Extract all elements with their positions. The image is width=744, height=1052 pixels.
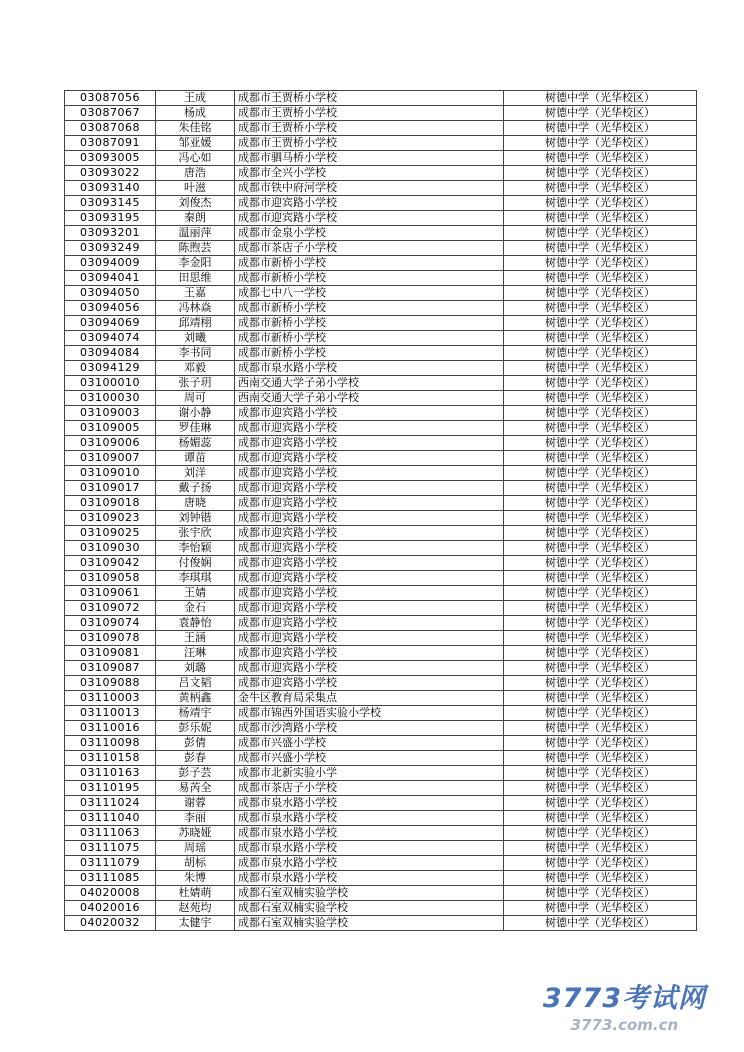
- cell-name: 王嘉: [156, 286, 235, 301]
- table-row: [65, 346, 697, 361]
- cell-id: 04020008: [65, 886, 156, 901]
- cell-name: 刘曦: [156, 331, 235, 346]
- table-row: [65, 526, 697, 541]
- cell-id: 03109005: [65, 421, 156, 436]
- table-row: [65, 556, 697, 571]
- cell-destination: 树德中学（光华校区）: [504, 721, 697, 736]
- cell-school: 成都石室双楠实验学校: [235, 901, 504, 916]
- cell-name: 王涵: [156, 631, 235, 646]
- cell-destination: 树德中学（光华校区）: [504, 316, 697, 331]
- cell-school: 成都市茶店子小学校: [235, 781, 504, 796]
- cell-id: 03109007: [65, 451, 156, 466]
- cell-destination: 树德中学（光华校区）: [504, 196, 697, 211]
- cell-id: 03110003: [65, 691, 156, 706]
- cell-destination: 树德中学（光华校区）: [504, 451, 697, 466]
- cell-name: 胡标: [156, 856, 235, 871]
- cell-school: 西南交通大学子弟小学校: [235, 376, 504, 391]
- cell-school: 成都市迎宾路小学校: [235, 661, 504, 676]
- cell-name: 谢蓉: [156, 796, 235, 811]
- table-row: [65, 121, 697, 136]
- cell-id: 03094084: [65, 346, 156, 361]
- cell-name: 赵苑均: [156, 901, 235, 916]
- table-row: [65, 241, 697, 256]
- cell-school: 成都市迎宾路小学校: [235, 616, 504, 631]
- cell-destination: 树德中学（光华校区）: [504, 211, 697, 226]
- cell-id: 03094041: [65, 271, 156, 286]
- table-row: [65, 286, 697, 301]
- table-row: [65, 211, 697, 226]
- cell-destination: 树德中学（光华校区）: [504, 436, 697, 451]
- cell-destination: 树德中学（光华校区）: [504, 871, 697, 886]
- cell-id: 03109078: [65, 631, 156, 646]
- cell-name: 付俊娴: [156, 556, 235, 571]
- cell-destination: 树德中学（光华校区）: [504, 796, 697, 811]
- cell-destination: 树德中学（光华校区）: [504, 406, 697, 421]
- table-row: [65, 511, 697, 526]
- cell-id: 03087067: [65, 106, 156, 121]
- cell-id: 03093140: [65, 181, 156, 196]
- table-row: [65, 571, 697, 586]
- cell-school: 成都市铁中府河学校: [235, 181, 504, 196]
- cell-name: 黄柄鑫: [156, 691, 235, 706]
- cell-destination: 树德中学（光华校区）: [504, 616, 697, 631]
- cell-name: 刘洋: [156, 466, 235, 481]
- cell-id: 03109058: [65, 571, 156, 586]
- table-row: [65, 661, 697, 676]
- cell-name: 周可: [156, 391, 235, 406]
- cell-school: 成都市兴盛小学校: [235, 736, 504, 751]
- cell-id: 03100010: [65, 376, 156, 391]
- cell-id: 03109074: [65, 616, 156, 631]
- cell-destination: 树德中学（光华校区）: [504, 181, 697, 196]
- cell-name: 秦朗: [156, 211, 235, 226]
- cell-destination: 树德中学（光华校区）: [504, 271, 697, 286]
- cell-destination: 树德中学（光华校区）: [504, 571, 697, 586]
- cell-destination: 树德中学（光华校区）: [504, 331, 697, 346]
- table-row: [65, 901, 697, 916]
- table-row: [65, 331, 697, 346]
- table-row: [65, 781, 697, 796]
- cell-school: 成都市迎宾路小学校: [235, 211, 504, 226]
- cell-school: 成都市迎宾路小学校: [235, 541, 504, 556]
- cell-id: 03087056: [65, 91, 156, 106]
- cell-id: 03111079: [65, 856, 156, 871]
- cell-id: 03093249: [65, 241, 156, 256]
- cell-name: 谢小静: [156, 406, 235, 421]
- cell-school: 成都市金泉小学校: [235, 226, 504, 241]
- table-row: [65, 586, 697, 601]
- table-row: [65, 226, 697, 241]
- cell-name: 邹亚媛: [156, 136, 235, 151]
- cell-name: 李琪琪: [156, 571, 235, 586]
- cell-name: 张宇欣: [156, 526, 235, 541]
- cell-destination: 树德中学（光华校区）: [504, 751, 697, 766]
- cell-school: 成都石室双楠实验学校: [235, 886, 504, 901]
- cell-destination: 树德中学（光华校区）: [504, 496, 697, 511]
- table-row: [65, 616, 697, 631]
- cell-school: 成都市全兴小学校: [235, 166, 504, 181]
- table-row: [65, 721, 697, 736]
- cell-school: 成都市泉水路小学校: [235, 871, 504, 886]
- cell-destination: 树德中学（光华校区）: [504, 541, 697, 556]
- cell-id: 03094069: [65, 316, 156, 331]
- cell-id: 03111063: [65, 826, 156, 841]
- cell-id: 03111024: [65, 796, 156, 811]
- cell-id: 03109061: [65, 586, 156, 601]
- cell-id: 03093022: [65, 166, 156, 181]
- cell-name: 唐浩: [156, 166, 235, 181]
- cell-destination: 树德中学（光华校区）: [504, 826, 697, 841]
- cell-destination: 树德中学（光华校区）: [504, 361, 697, 376]
- table-row: [65, 706, 697, 721]
- table-row: [65, 826, 697, 841]
- table-row: [65, 691, 697, 706]
- cell-name: 罗佳琳: [156, 421, 235, 436]
- cell-id: 03087068: [65, 121, 156, 136]
- cell-name: 邱靖栩: [156, 316, 235, 331]
- table-row: [65, 631, 697, 646]
- cell-id: 03094050: [65, 286, 156, 301]
- cell-school: 成都市迎宾路小学校: [235, 436, 504, 451]
- cell-school: 成都市迎宾路小学校: [235, 526, 504, 541]
- cell-id: 03110163: [65, 766, 156, 781]
- cell-name: 易芮全: [156, 781, 235, 796]
- cell-destination: 树德中学（光华校区）: [504, 526, 697, 541]
- cell-id: 03111040: [65, 811, 156, 826]
- cell-name: 杨媚蕊: [156, 436, 235, 451]
- cell-id: 03087091: [65, 136, 156, 151]
- cell-school: 成都市泉水路小学校: [235, 811, 504, 826]
- cell-id: 03111075: [65, 841, 156, 856]
- cell-school: 成都市王贾桥小学校: [235, 121, 504, 136]
- table-row: [65, 481, 697, 496]
- cell-destination: 树德中学（光华校区）: [504, 901, 697, 916]
- cell-name: 唐晓: [156, 496, 235, 511]
- watermark-site-url: 3773.com.cn: [570, 1016, 679, 1034]
- table-row: [65, 871, 697, 886]
- cell-destination: 树德中学（光华校区）: [504, 166, 697, 181]
- cell-destination: 树德中学（光华校区）: [504, 781, 697, 796]
- cell-school: 成都市新桥小学校: [235, 256, 504, 271]
- cell-id: 03093201: [65, 226, 156, 241]
- table-row: [65, 466, 697, 481]
- cell-school: 成都市泉水路小学校: [235, 841, 504, 856]
- cell-destination: 树德中学（光华校区）: [504, 256, 697, 271]
- table-row: [65, 316, 697, 331]
- cell-school: 成都市迎宾路小学校: [235, 601, 504, 616]
- student-roster-table: [64, 90, 697, 931]
- cell-destination: 树德中学（光华校区）: [504, 601, 697, 616]
- table-row: [65, 496, 697, 511]
- table-row: [65, 601, 697, 616]
- cell-name: 冯心如: [156, 151, 235, 166]
- cell-school: 成都市迎宾路小学校: [235, 676, 504, 691]
- cell-name: 太健宇: [156, 916, 235, 931]
- table-row: [65, 916, 697, 931]
- watermark-site-name: 3773考试网: [542, 983, 706, 1014]
- cell-id: 03109023: [65, 511, 156, 526]
- cell-destination: 树德中学（光华校区）: [504, 91, 697, 106]
- cell-school: 成都市泉水路小学校: [235, 856, 504, 871]
- cell-school: 西南交通大学子弟小学校: [235, 391, 504, 406]
- table-row: [65, 856, 697, 871]
- cell-id: 03109003: [65, 406, 156, 421]
- cell-id: 03109081: [65, 646, 156, 661]
- cell-id: 03109042: [65, 556, 156, 571]
- cell-name: 刘俊杰: [156, 196, 235, 211]
- cell-destination: 树德中学（光华校区）: [504, 151, 697, 166]
- cell-destination: 树德中学（光华校区）: [504, 421, 697, 436]
- table-row: [65, 376, 697, 391]
- table-row: [65, 361, 697, 376]
- cell-id: 03109018: [65, 496, 156, 511]
- cell-name: 冯林焱: [156, 301, 235, 316]
- table-row: [65, 646, 697, 661]
- cell-school: 成都市迎宾路小学校: [235, 481, 504, 496]
- cell-school: 成都市新桥小学校: [235, 346, 504, 361]
- cell-destination: 树德中学（光华校区）: [504, 736, 697, 751]
- cell-school: 成都市迎宾路小学校: [235, 466, 504, 481]
- cell-school: 成都市迎宾路小学校: [235, 496, 504, 511]
- cell-destination: 树德中学（光华校区）: [504, 106, 697, 121]
- table-row: [65, 796, 697, 811]
- cell-name: 陈煦芸: [156, 241, 235, 256]
- cell-school: 成都市迎宾路小学校: [235, 511, 504, 526]
- table-row: [65, 151, 697, 166]
- cell-school: 成都市王贾桥小学校: [235, 91, 504, 106]
- table-row: [65, 301, 697, 316]
- cell-school: 成都市驷马桥小学校: [235, 151, 504, 166]
- cell-school: 成都石室双楠实验学校: [235, 916, 504, 931]
- cell-name: 杜婧萌: [156, 886, 235, 901]
- cell-id: 03094129: [65, 361, 156, 376]
- cell-id: 03094009: [65, 256, 156, 271]
- cell-school: 金牛区教育局采集点: [235, 691, 504, 706]
- cell-destination: 树德中学（光华校区）: [504, 691, 697, 706]
- cell-school: 成都市迎宾路小学校: [235, 646, 504, 661]
- cell-school: 成都市泉水路小学校: [235, 826, 504, 841]
- cell-destination: 树德中学（光华校区）: [504, 511, 697, 526]
- table-row: [65, 181, 697, 196]
- cell-destination: 树德中学（光华校区）: [504, 841, 697, 856]
- cell-school: 成都市新桥小学校: [235, 316, 504, 331]
- table-row: [65, 406, 697, 421]
- cell-name: 汪琳: [156, 646, 235, 661]
- cell-name: 谭苗: [156, 451, 235, 466]
- cell-destination: 树德中学（光华校区）: [504, 631, 697, 646]
- roster-body: [65, 91, 697, 931]
- cell-name: 王婧: [156, 586, 235, 601]
- cell-destination: 树德中学（光华校区）: [504, 241, 697, 256]
- cell-name: 苏晓娅: [156, 826, 235, 841]
- cell-id: 03110158: [65, 751, 156, 766]
- cell-school: 成都市迎宾路小学校: [235, 586, 504, 601]
- cell-school: 成都市王贾桥小学校: [235, 136, 504, 151]
- cell-name: 金石: [156, 601, 235, 616]
- cell-name: 田思维: [156, 271, 235, 286]
- cell-name: 彭倩: [156, 736, 235, 751]
- cell-school: 成都市茶店子小学校: [235, 241, 504, 256]
- cell-name: 朱博: [156, 871, 235, 886]
- table-row: [65, 841, 697, 856]
- cell-name: 袁静怡: [156, 616, 235, 631]
- cell-id: 03110195: [65, 781, 156, 796]
- cell-id: 03109017: [65, 481, 156, 496]
- table-row: [65, 751, 697, 766]
- cell-name: 杨靖宇: [156, 706, 235, 721]
- cell-name: 戴子扬: [156, 481, 235, 496]
- cell-id: 03110016: [65, 721, 156, 736]
- cell-id: 03109006: [65, 436, 156, 451]
- cell-name: 周瑶: [156, 841, 235, 856]
- cell-school: 成都七中八一学校: [235, 286, 504, 301]
- table-row: [65, 106, 697, 121]
- cell-name: 彭乐妮: [156, 721, 235, 736]
- cell-name: 刘钟锴: [156, 511, 235, 526]
- cell-destination: 树德中学（光华校区）: [504, 676, 697, 691]
- cell-name: 邓毅: [156, 361, 235, 376]
- cell-destination: 树德中学（光华校区）: [504, 706, 697, 721]
- cell-name: 杨成: [156, 106, 235, 121]
- table-row: [65, 811, 697, 826]
- cell-id: 03094056: [65, 301, 156, 316]
- cell-id: 03111085: [65, 871, 156, 886]
- cell-school: 成都市新桥小学校: [235, 301, 504, 316]
- table-row: [65, 421, 697, 436]
- cell-destination: 树德中学（光华校区）: [504, 136, 697, 151]
- table-row: [65, 391, 697, 406]
- watermark: [543, 976, 706, 1034]
- cell-destination: 树德中学（光华校区）: [504, 811, 697, 826]
- cell-school: 成都市迎宾路小学校: [235, 571, 504, 586]
- cell-school: 成都市迎宾路小学校: [235, 451, 504, 466]
- cell-id: 03109030: [65, 541, 156, 556]
- cell-destination: 树德中学（光华校区）: [504, 286, 697, 301]
- cell-destination: 树德中学（光华校区）: [504, 646, 697, 661]
- cell-id: 03094074: [65, 331, 156, 346]
- cell-destination: 树德中学（光华校区）: [504, 481, 697, 496]
- table-row: [65, 196, 697, 211]
- cell-destination: 树德中学（光华校区）: [504, 121, 697, 136]
- cell-name: 吕文韬: [156, 676, 235, 691]
- table-row: [65, 886, 697, 901]
- cell-school: 成都市沙湾路小学校: [235, 721, 504, 736]
- cell-destination: 树德中学（光华校区）: [504, 766, 697, 781]
- table-row: [65, 541, 697, 556]
- cell-destination: 树德中学（光华校区）: [504, 376, 697, 391]
- cell-destination: 树德中学（光华校区）: [504, 346, 697, 361]
- cell-school: 成都市迎宾路小学校: [235, 196, 504, 211]
- cell-school: 成都市新桥小学校: [235, 271, 504, 286]
- cell-destination: 树德中学（光华校区）: [504, 301, 697, 316]
- cell-name: 李怡颖: [156, 541, 235, 556]
- cell-destination: 树德中学（光华校区）: [504, 661, 697, 676]
- cell-school: 成都市迎宾路小学校: [235, 631, 504, 646]
- cell-school: 成都市泉水路小学校: [235, 361, 504, 376]
- cell-name: 李金阳: [156, 256, 235, 271]
- cell-name: 彭子芸: [156, 766, 235, 781]
- cell-school: 成都市迎宾路小学校: [235, 421, 504, 436]
- cell-school: 成都市北新实验小学: [235, 766, 504, 781]
- cell-id: 03109087: [65, 661, 156, 676]
- table-row: [65, 436, 697, 451]
- cell-school: 成都市兴盛小学校: [235, 751, 504, 766]
- cell-id: 03093145: [65, 196, 156, 211]
- cell-id: 04020016: [65, 901, 156, 916]
- table-row: [65, 766, 697, 781]
- table-row: [65, 166, 697, 181]
- cell-id: 03093195: [65, 211, 156, 226]
- cell-destination: 树德中学（光华校区）: [504, 226, 697, 241]
- cell-school: 成都市迎宾路小学校: [235, 406, 504, 421]
- cell-id: 03109010: [65, 466, 156, 481]
- cell-name: 刘璐: [156, 661, 235, 676]
- cell-name: 温丽萍: [156, 226, 235, 241]
- cell-school: 成都市泉水路小学校: [235, 796, 504, 811]
- table-row: [65, 451, 697, 466]
- cell-name: 李丽: [156, 811, 235, 826]
- cell-name: 王成: [156, 91, 235, 106]
- cell-id: 04020032: [65, 916, 156, 931]
- table-row: [65, 256, 697, 271]
- cell-destination: 树德中学（光华校区）: [504, 916, 697, 931]
- cell-school: 成都市迎宾路小学校: [235, 556, 504, 571]
- table-row: [65, 136, 697, 151]
- cell-name: 叶滋: [156, 181, 235, 196]
- cell-school: 成都市王贾桥小学校: [235, 106, 504, 121]
- cell-name: 彭春: [156, 751, 235, 766]
- cell-destination: 树德中学（光华校区）: [504, 856, 697, 871]
- table-row: [65, 91, 697, 106]
- cell-name: 李书同: [156, 346, 235, 361]
- cell-destination: 树德中学（光华校区）: [504, 886, 697, 901]
- table-row: [65, 676, 697, 691]
- cell-name: 朱佳铭: [156, 121, 235, 136]
- cell-school: 成都市新桥小学校: [235, 331, 504, 346]
- cell-id: 03110098: [65, 736, 156, 751]
- cell-destination: 树德中学（光华校区）: [504, 586, 697, 601]
- cell-name: 张子玥: [156, 376, 235, 391]
- cell-id: 03093005: [65, 151, 156, 166]
- table-row: [65, 271, 697, 286]
- cell-id: 03109025: [65, 526, 156, 541]
- cell-school: 成都市锦西外国语实验小学校: [235, 706, 504, 721]
- cell-id: 03110013: [65, 706, 156, 721]
- cell-id: 03109072: [65, 601, 156, 616]
- cell-destination: 树德中学（光华校区）: [504, 466, 697, 481]
- cell-destination: 树德中学（光华校区）: [504, 391, 697, 406]
- cell-id: 03100030: [65, 391, 156, 406]
- cell-destination: 树德中学（光华校区）: [504, 556, 697, 571]
- table-row: [65, 736, 697, 751]
- cell-id: 03109088: [65, 676, 156, 691]
